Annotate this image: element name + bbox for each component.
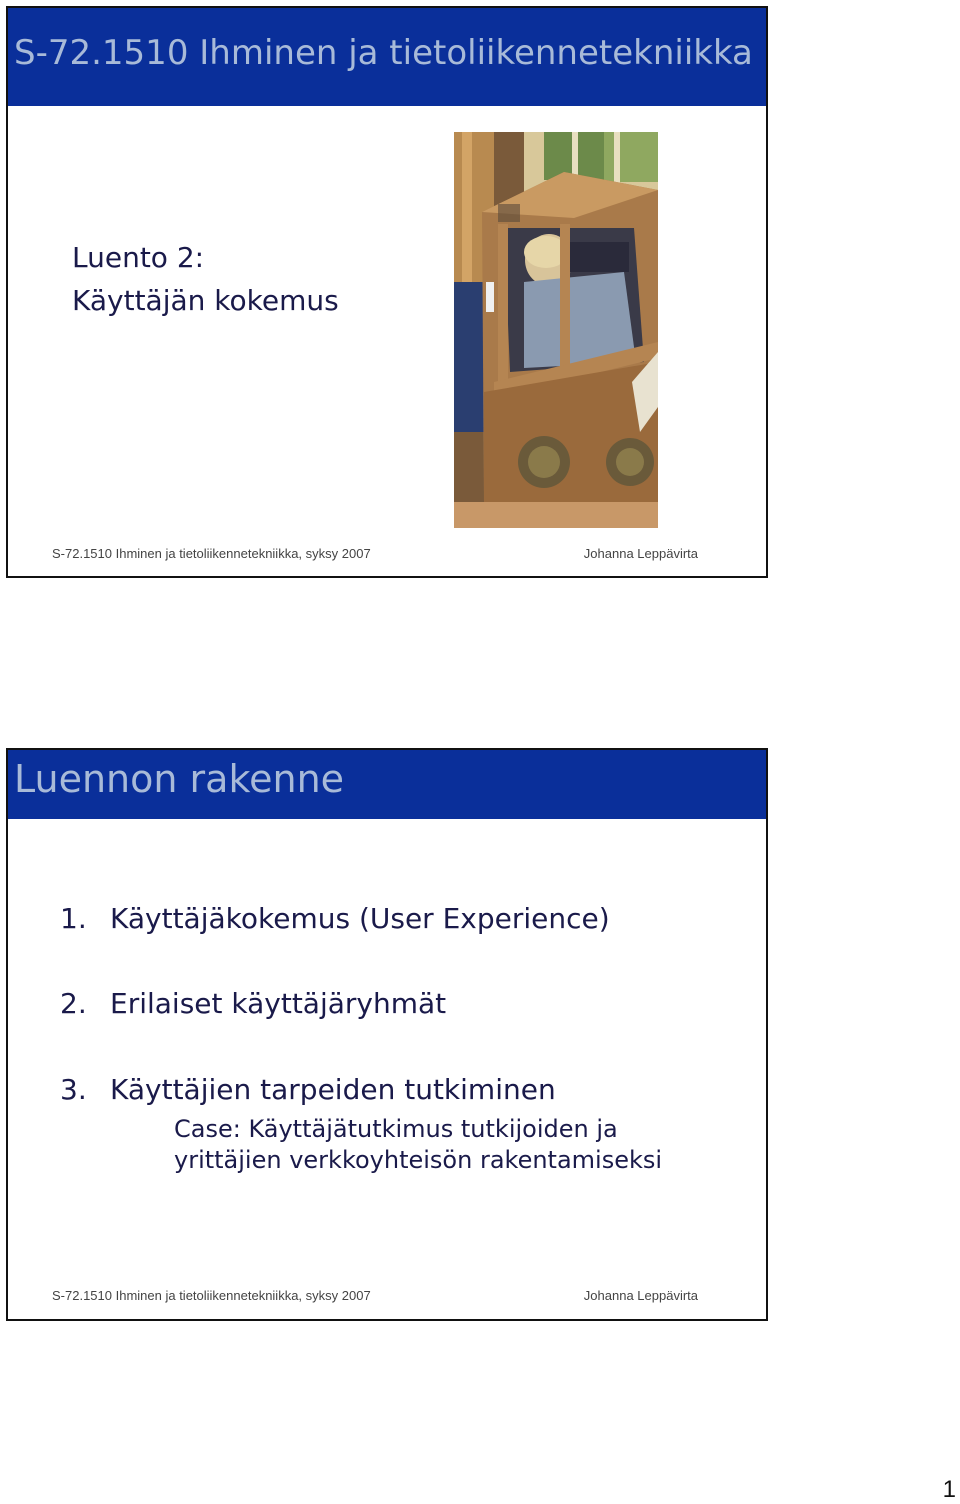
agenda-item-number: 1. [60, 902, 87, 935]
slide-1 [6, 6, 768, 578]
footer-author: Johanna Leppävirta [583, 1288, 698, 1303]
footer-course: S-72.1510 Ihminen ja tietoliikennetekniikka, syksy 2007 [52, 1288, 371, 1303]
slide-1-title: S-72.1510 Ihminen ja tietoliikennetekniikka [14, 33, 753, 73]
subtitle-line-2: Käyttäjän kokemus [72, 284, 339, 317]
child-in-cardboard-box-photo [454, 132, 658, 528]
sub-item-line-1: Case: Käyttäjätutkimus tutkijoiden ja [174, 1115, 618, 1143]
page-number: 1 [942, 1476, 956, 1503]
agenda-item-text: Käyttäjäkokemus (User Experience) [110, 902, 610, 935]
agenda-item-3 [60, 1073, 556, 1106]
subtitle-line-1: Luento 2: [72, 241, 205, 274]
agenda-item-text: Käyttäjien tarpeiden tutkiminen [110, 1073, 556, 1106]
agenda-item-2 [60, 987, 446, 1020]
footer-course: S-72.1510 Ihminen ja tietoliikennetekniikka, syksy 2007 [52, 546, 371, 561]
sub-item-line-2: yrittäjien verkkoyhteisön rakentamiseksi [174, 1146, 663, 1174]
slide-1-title-bar [8, 8, 766, 106]
agenda-item-1 [60, 902, 610, 935]
agenda-sub-item [174, 1114, 662, 1176]
slide-2-title-bar [8, 750, 766, 819]
agenda-item-text: Erilaiset käyttäjäryhmät [110, 987, 447, 1020]
footer-author: Johanna Leppävirta [583, 546, 698, 561]
slide-1-subtitle [72, 236, 339, 322]
slide-2 [6, 748, 768, 1321]
agenda-item-number: 3. [60, 1073, 87, 1106]
agenda-item-number: 2. [60, 987, 87, 1020]
slide-2-title: Luennon rakenne [14, 757, 345, 801]
